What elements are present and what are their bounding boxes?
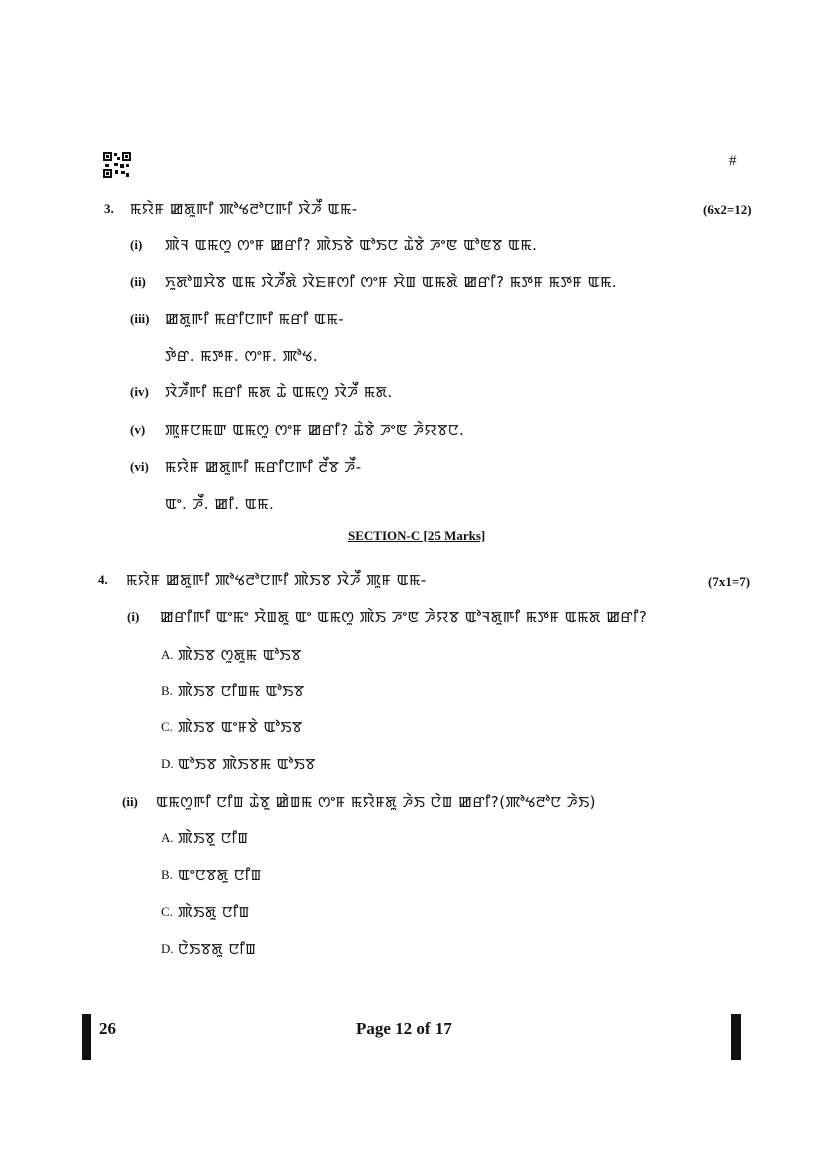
q4-sub-text: ꯑꯃꯁꯨꯒꯤ ꯅꯤꯡ ꯊꯥꯕꯨ ꯀꯥꯡꯃ ꯁꯦꯝ ꯃꯌꯥꯝꯗꯨ ꯍꯥꯏ ꯅꯥꯡ ꯀꯔꯤ?(ꯄꯣꯠꯂꯣꯅ ꯍꯥꯏ) <box>156 793 597 811</box>
page-number: Page 12 of 17 <box>356 1019 452 1038</box>
option-text: ꯄꯥꯏꯗꯨ ꯅꯤꯡ <box>178 903 250 921</box>
option-text: ꯄꯥꯏꯕꯨ ꯅꯤꯡ <box>178 829 249 847</box>
footer-right-bar <box>731 1014 741 1060</box>
question-3-marks: (6x2=12) <box>703 202 752 217</box>
q3-item-label: (v) <box>130 422 146 437</box>
q3-item-label: (iv) <box>130 384 149 399</box>
option-text: ꯄꯥꯏꯕ ꯅꯤꯡꯃ ꯑꯣꯏꯕ <box>178 682 305 700</box>
option-key: A. <box>161 830 174 845</box>
option-key: A. <box>161 647 174 662</box>
q3-item-text: ꯋꯥꯍꯩꯒꯤ ꯃꯔꯤ ꯃꯗ ꯊꯥ ꯑꯃꯁꯨ ꯋꯥꯍꯩ ꯃꯗ. <box>165 383 393 401</box>
q3-item-text: ꯄꯨꯝꯅꯃꯛ ꯑꯃꯁꯨ ꯁꯦꯝ ꯀꯔꯤ? ꯊꯥꯕꯥ ꯍꯦꯟ ꯍꯥꯌꯕꯅ. <box>165 421 465 439</box>
question-4-marks: (7x1=7) <box>708 574 751 589</box>
q3-item-label: (i) <box>130 237 143 252</box>
option-key: B. <box>161 867 173 882</box>
option-text: ꯑꯦꯅꯕꯗꯨ ꯅꯤꯡ <box>178 866 262 884</box>
option-key: D. <box>161 756 174 771</box>
q4-sub-text: ꯀꯔꯤꯒꯤ ꯑꯦꯃꯦ ꯆꯥꯡꯗꯨ ꯑꯦ ꯑꯃꯁꯨ ꯄꯥꯏ ꯍꯦꯟ ꯍꯥꯌꯕ ꯑꯣꯜꯗꯨꯒꯤ ꯃꯇꯝ ꯑꯃꯗ ꯀꯔꯤ? <box>160 608 648 626</box>
q3-item-label: (iii) <box>130 311 150 326</box>
option-text: ꯅꯥꯏꯕꯗꯨ ꯅꯤꯡ <box>178 940 257 958</box>
option-key: C. <box>161 719 173 734</box>
option-key: B. <box>161 683 173 698</box>
footer-code-number: 26 <box>99 1019 116 1038</box>
q4-sub-label: (ii) <box>122 794 138 809</box>
q3-item-text: ꯀꯗꯨꯒꯤ ꯃꯔꯤꯅꯒꯤ ꯃꯔꯤ ꯑꯃ- <box>165 310 345 328</box>
option-key: C. <box>161 904 173 919</box>
q3-item-text: ꯃꯌꯥꯝ ꯀꯗꯨꯒꯤ ꯃꯔꯤꯅꯒꯤ ꯂꯩꯕ ꯍꯩ- <box>165 458 362 476</box>
q3-item-label: (vi) <box>130 459 149 474</box>
section-c-heading: SECTION-C [25 Marks] <box>348 528 486 543</box>
q3-item-text: ꯈꯨꯗꯣꯡꯆꯥꯕ ꯑꯃ ꯋꯥꯍꯩꯗꯥ ꯋꯥꯐꯝꯁꯤ ꯁꯦꯝ ꯆꯥꯡ ꯑꯃꯗꯥ ꯀꯔꯤ? ꯃꯇꯝ ꯃꯇꯝ ꯑꯃ. <box>165 273 618 291</box>
q3-item-label: (ii) <box>130 274 146 289</box>
qr-code <box>103 152 131 178</box>
question-4-prompt: ꯃꯌꯥꯝ ꯀꯗꯨꯒꯤ ꯄꯣꯠꯂꯣꯅꯒꯤ ꯄꯥꯏꯕ ꯋꯥꯍꯩ ꯄꯨꯝ ꯑꯃ- <box>126 571 427 589</box>
option-text: ꯄꯥꯏꯕ ꯁꯨꯗꯨꯃ ꯑꯣꯏꯕ <box>178 646 302 664</box>
option-text: ꯄꯥꯏꯕ ꯑꯦꯝꯕꯥ ꯑꯣꯏꯕ <box>178 718 303 736</box>
q3-item-text: ꯄꯥꯜ ꯑꯃꯁꯨ ꯁꯦꯝ ꯀꯔꯤ? ꯄꯥꯏꯕꯥ ꯑꯣꯏꯅ ꯊꯥꯕꯥ ꯍꯦꯟ ꯑꯣꯟꯕ ꯑꯃ. <box>165 236 538 254</box>
option-text: ꯑꯣꯏꯕ ꯄꯥꯏꯕꯃ ꯑꯣꯏꯕ <box>178 755 316 773</box>
header-hash: # <box>729 153 737 169</box>
question-3-prompt: ꯃꯌꯥꯝ ꯀꯗꯨꯒꯤ ꯄꯣꯠꯂꯣꯅꯒꯤ ꯋꯥꯍꯩ ꯑꯃ- <box>130 200 358 218</box>
question-4-number: 4. <box>98 572 108 587</box>
option-key: D. <box>161 941 174 956</box>
q4-sub-label: (i) <box>127 609 140 624</box>
question-3-number: 3. <box>104 201 114 216</box>
q3-item-continuation: ꯇꯥꯔ. ꯃꯇꯝ. ꯁꯦꯝ. ꯄꯣꯠ. <box>165 347 319 365</box>
footer-left-bar <box>82 1014 91 1060</box>
q3-item-continuation: ꯑꯦ. ꯍꯩ. ꯀꯤ. ꯑꯃ. <box>165 495 275 513</box>
